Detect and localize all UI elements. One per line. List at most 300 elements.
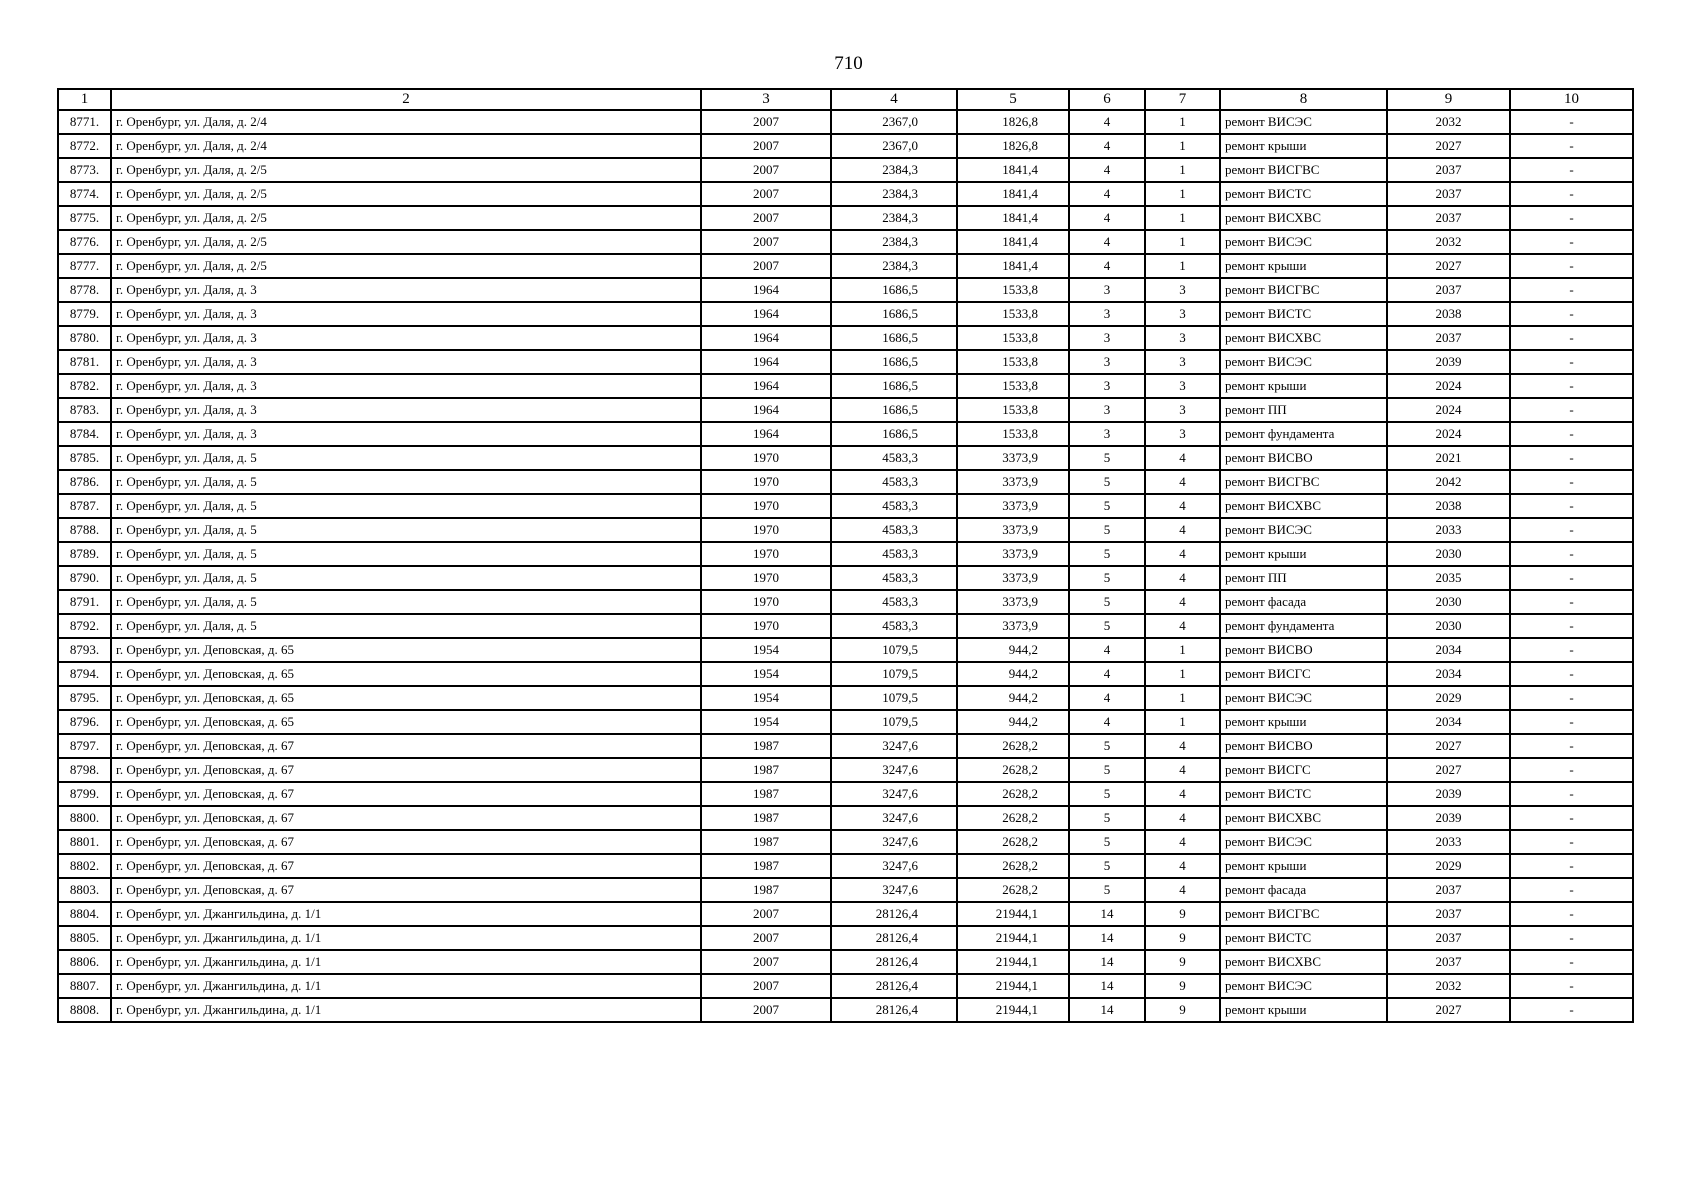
- note-cell: -: [1510, 878, 1633, 902]
- row-number-cell: 8794.: [58, 662, 111, 686]
- floors-cell: 4: [1069, 686, 1145, 710]
- year-built-cell: 1964: [701, 398, 831, 422]
- floors-cell: 5: [1069, 518, 1145, 542]
- living-area-cell: 1533,8: [957, 422, 1069, 446]
- work-type-cell: ремонт ВИСГС: [1220, 662, 1387, 686]
- column-header: 5: [957, 89, 1069, 110]
- floors-cell: 14: [1069, 902, 1145, 926]
- address-cell: г. Оренбург, ул. Деповская, д. 65: [111, 710, 701, 734]
- floors-cell: 5: [1069, 782, 1145, 806]
- year-built-cell: 2007: [701, 182, 831, 206]
- living-area-cell: 2628,2: [957, 758, 1069, 782]
- planned-year-cell: 2030: [1387, 542, 1510, 566]
- work-type-cell: ремонт крыши: [1220, 710, 1387, 734]
- row-number-cell: 8793.: [58, 638, 111, 662]
- floors-cell: 5: [1069, 878, 1145, 902]
- floors-cell: 5: [1069, 470, 1145, 494]
- address-cell: г. Оренбург, ул. Даля, д. 2/5: [111, 206, 701, 230]
- planned-year-cell: 2030: [1387, 614, 1510, 638]
- table-row: [58, 470, 1633, 494]
- total-area-cell: 2367,0: [831, 134, 957, 158]
- column-header: 6: [1069, 89, 1145, 110]
- work-type-cell: ремонт ВИСЭС: [1220, 230, 1387, 254]
- note-cell: -: [1510, 254, 1633, 278]
- note-cell: -: [1510, 734, 1633, 758]
- planned-year-cell: 2032: [1387, 974, 1510, 998]
- table-row: [58, 758, 1633, 782]
- address-cell: г. Оренбург, ул. Даля, д. 5: [111, 566, 701, 590]
- table-row: [58, 518, 1633, 542]
- total-area-cell: 4583,3: [831, 542, 957, 566]
- living-area-cell: 3373,9: [957, 518, 1069, 542]
- repair-schedule-table: [57, 88, 1634, 1023]
- floors-cell: 5: [1069, 758, 1145, 782]
- row-number-cell: 8782.: [58, 374, 111, 398]
- total-area-cell: 4583,3: [831, 470, 957, 494]
- column-header: 1: [58, 89, 111, 110]
- page-number: 710: [834, 53, 863, 74]
- table-row: [58, 278, 1633, 302]
- planned-year-cell: 2038: [1387, 494, 1510, 518]
- year-built-cell: 1954: [701, 662, 831, 686]
- note-cell: -: [1510, 806, 1633, 830]
- row-number-cell: 8785.: [58, 446, 111, 470]
- address-cell: г. Оренбург, ул. Даля, д. 3: [111, 374, 701, 398]
- table-row: [58, 206, 1633, 230]
- note-cell: -: [1510, 326, 1633, 350]
- address-cell: г. Оренбург, ул. Даля, д. 5: [111, 446, 701, 470]
- living-area-cell: 21944,1: [957, 902, 1069, 926]
- living-area-cell: 21944,1: [957, 950, 1069, 974]
- year-built-cell: 1964: [701, 302, 831, 326]
- row-number-cell: 8792.: [58, 614, 111, 638]
- planned-year-cell: 2039: [1387, 782, 1510, 806]
- floors-cell: 4: [1069, 134, 1145, 158]
- table-row: [58, 614, 1633, 638]
- entrances-cell: 1: [1145, 638, 1220, 662]
- address-cell: г. Оренбург, ул. Джангильдина, д. 1/1: [111, 974, 701, 998]
- table-row: [58, 686, 1633, 710]
- row-number-cell: 8781.: [58, 350, 111, 374]
- floors-cell: 14: [1069, 926, 1145, 950]
- total-area-cell: 2367,0: [831, 110, 957, 134]
- note-cell: -: [1510, 158, 1633, 182]
- total-area-cell: 4583,3: [831, 518, 957, 542]
- table-row: [58, 638, 1633, 662]
- floors-cell: 5: [1069, 542, 1145, 566]
- planned-year-cell: 2024: [1387, 398, 1510, 422]
- entrances-cell: 1: [1145, 182, 1220, 206]
- entrances-cell: 3: [1145, 422, 1220, 446]
- note-cell: -: [1510, 686, 1633, 710]
- row-number-cell: 8803.: [58, 878, 111, 902]
- note-cell: -: [1510, 782, 1633, 806]
- planned-year-cell: 2033: [1387, 518, 1510, 542]
- row-number-cell: 8780.: [58, 326, 111, 350]
- living-area-cell: 3373,9: [957, 590, 1069, 614]
- planned-year-cell: 2027: [1387, 758, 1510, 782]
- address-cell: г. Оренбург, ул. Деповская, д. 65: [111, 662, 701, 686]
- year-built-cell: 1970: [701, 446, 831, 470]
- entrances-cell: 4: [1145, 518, 1220, 542]
- floors-cell: 14: [1069, 998, 1145, 1022]
- living-area-cell: 3373,9: [957, 494, 1069, 518]
- column-header: 8: [1220, 89, 1387, 110]
- row-number-cell: 8801.: [58, 830, 111, 854]
- planned-year-cell: 2037: [1387, 182, 1510, 206]
- row-number-cell: 8775.: [58, 206, 111, 230]
- entrances-cell: 9: [1145, 974, 1220, 998]
- note-cell: -: [1510, 374, 1633, 398]
- work-type-cell: ремонт ВИСЭС: [1220, 350, 1387, 374]
- floors-cell: 3: [1069, 422, 1145, 446]
- address-cell: г. Оренбург, ул. Даля, д. 3: [111, 302, 701, 326]
- table-row: [58, 974, 1633, 998]
- work-type-cell: ремонт крыши: [1220, 854, 1387, 878]
- address-cell: г. Оренбург, ул. Даля, д. 3: [111, 398, 701, 422]
- floors-cell: 5: [1069, 494, 1145, 518]
- total-area-cell: 28126,4: [831, 926, 957, 950]
- address-cell: г. Оренбург, ул. Даля, д. 3: [111, 278, 701, 302]
- year-built-cell: 1987: [701, 806, 831, 830]
- entrances-cell: 3: [1145, 326, 1220, 350]
- note-cell: -: [1510, 206, 1633, 230]
- planned-year-cell: 2034: [1387, 638, 1510, 662]
- note-cell: -: [1510, 662, 1633, 686]
- address-cell: г. Оренбург, ул. Деповская, д. 67: [111, 878, 701, 902]
- entrances-cell: 3: [1145, 302, 1220, 326]
- row-number-cell: 8788.: [58, 518, 111, 542]
- address-cell: г. Оренбург, ул. Даля, д. 2/5: [111, 182, 701, 206]
- work-type-cell: ремонт крыши: [1220, 134, 1387, 158]
- address-cell: г. Оренбург, ул. Даля, д. 5: [111, 518, 701, 542]
- column-header: 4: [831, 89, 957, 110]
- entrances-cell: 4: [1145, 806, 1220, 830]
- floors-cell: 5: [1069, 806, 1145, 830]
- address-cell: г. Оренбург, ул. Даля, д. 2/5: [111, 158, 701, 182]
- note-cell: -: [1510, 398, 1633, 422]
- planned-year-cell: 2035: [1387, 566, 1510, 590]
- living-area-cell: 21944,1: [957, 974, 1069, 998]
- floors-cell: 3: [1069, 326, 1145, 350]
- note-cell: -: [1510, 830, 1633, 854]
- work-type-cell: ремонт фундамента: [1220, 614, 1387, 638]
- address-cell: г. Оренбург, ул. Деповская, д. 67: [111, 806, 701, 830]
- planned-year-cell: 2037: [1387, 326, 1510, 350]
- living-area-cell: 2628,2: [957, 734, 1069, 758]
- living-area-cell: 2628,2: [957, 854, 1069, 878]
- year-built-cell: 1970: [701, 614, 831, 638]
- table-row: [58, 110, 1633, 134]
- note-cell: -: [1510, 422, 1633, 446]
- address-cell: г. Оренбург, ул. Деповская, д. 67: [111, 854, 701, 878]
- row-number-cell: 8806.: [58, 950, 111, 974]
- address-cell: г. Оренбург, ул. Деповская, д. 67: [111, 758, 701, 782]
- table-row: [58, 398, 1633, 422]
- living-area-cell: 1841,4: [957, 158, 1069, 182]
- total-area-cell: 1686,5: [831, 350, 957, 374]
- total-area-cell: 1686,5: [831, 278, 957, 302]
- year-built-cell: 2007: [701, 110, 831, 134]
- living-area-cell: 1533,8: [957, 350, 1069, 374]
- entrances-cell: 4: [1145, 446, 1220, 470]
- address-cell: г. Оренбург, ул. Даля, д. 5: [111, 590, 701, 614]
- total-area-cell: 2384,3: [831, 230, 957, 254]
- year-built-cell: 2007: [701, 134, 831, 158]
- work-type-cell: ремонт ВИСТС: [1220, 926, 1387, 950]
- entrances-cell: 4: [1145, 830, 1220, 854]
- planned-year-cell: 2024: [1387, 422, 1510, 446]
- living-area-cell: 944,2: [957, 662, 1069, 686]
- year-built-cell: 2007: [701, 998, 831, 1022]
- table-row: [58, 926, 1633, 950]
- year-built-cell: 2007: [701, 206, 831, 230]
- entrances-cell: 1: [1145, 110, 1220, 134]
- year-built-cell: 2007: [701, 950, 831, 974]
- entrances-cell: 4: [1145, 878, 1220, 902]
- total-area-cell: 2384,3: [831, 206, 957, 230]
- note-cell: -: [1510, 182, 1633, 206]
- table-row: [58, 854, 1633, 878]
- year-built-cell: 2007: [701, 254, 831, 278]
- floors-cell: 3: [1069, 350, 1145, 374]
- entrances-cell: 3: [1145, 350, 1220, 374]
- note-cell: -: [1510, 518, 1633, 542]
- floors-cell: 5: [1069, 566, 1145, 590]
- entrances-cell: 4: [1145, 542, 1220, 566]
- entrances-cell: 4: [1145, 782, 1220, 806]
- living-area-cell: 21944,1: [957, 998, 1069, 1022]
- living-area-cell: 1841,4: [957, 206, 1069, 230]
- note-cell: -: [1510, 134, 1633, 158]
- row-number-cell: 8790.: [58, 566, 111, 590]
- address-cell: г. Оренбург, ул. Джангильдина, д. 1/1: [111, 926, 701, 950]
- year-built-cell: 1964: [701, 278, 831, 302]
- column-header: 7: [1145, 89, 1220, 110]
- total-area-cell: 4583,3: [831, 494, 957, 518]
- column-header: 9: [1387, 89, 1510, 110]
- year-built-cell: 1970: [701, 470, 831, 494]
- planned-year-cell: 2024: [1387, 374, 1510, 398]
- note-cell: -: [1510, 350, 1633, 374]
- entrances-cell: 1: [1145, 662, 1220, 686]
- floors-cell: 4: [1069, 158, 1145, 182]
- planned-year-cell: 2037: [1387, 926, 1510, 950]
- floors-cell: 3: [1069, 278, 1145, 302]
- work-type-cell: ремонт ВИСГВС: [1220, 158, 1387, 182]
- address-cell: г. Оренбург, ул. Даля, д. 5: [111, 614, 701, 638]
- year-built-cell: 2007: [701, 230, 831, 254]
- year-built-cell: 1964: [701, 374, 831, 398]
- living-area-cell: 3373,9: [957, 614, 1069, 638]
- column-header: 2: [111, 89, 701, 110]
- year-built-cell: 1964: [701, 350, 831, 374]
- address-cell: г. Оренбург, ул. Джангильдина, д. 1/1: [111, 950, 701, 974]
- year-built-cell: 1987: [701, 878, 831, 902]
- entrances-cell: 3: [1145, 374, 1220, 398]
- row-number-cell: 8787.: [58, 494, 111, 518]
- work-type-cell: ремонт фасада: [1220, 590, 1387, 614]
- planned-year-cell: 2027: [1387, 998, 1510, 1022]
- planned-year-cell: 2037: [1387, 206, 1510, 230]
- note-cell: -: [1510, 230, 1633, 254]
- living-area-cell: 944,2: [957, 638, 1069, 662]
- address-cell: г. Оренбург, ул. Деповская, д. 67: [111, 782, 701, 806]
- entrances-cell: 1: [1145, 254, 1220, 278]
- planned-year-cell: 2027: [1387, 134, 1510, 158]
- entrances-cell: 4: [1145, 590, 1220, 614]
- note-cell: -: [1510, 974, 1633, 998]
- entrances-cell: 1: [1145, 158, 1220, 182]
- planned-year-cell: 2039: [1387, 350, 1510, 374]
- table-row: [58, 254, 1633, 278]
- floors-cell: 3: [1069, 398, 1145, 422]
- living-area-cell: 2628,2: [957, 782, 1069, 806]
- floors-cell: 4: [1069, 710, 1145, 734]
- total-area-cell: 1079,5: [831, 662, 957, 686]
- note-cell: -: [1510, 950, 1633, 974]
- total-area-cell: 1686,5: [831, 302, 957, 326]
- living-area-cell: 2628,2: [957, 806, 1069, 830]
- table-row: [58, 566, 1633, 590]
- table-row: [58, 830, 1633, 854]
- year-built-cell: 2007: [701, 158, 831, 182]
- work-type-cell: ремонт ВИСВО: [1220, 446, 1387, 470]
- address-cell: г. Оренбург, ул. Даля, д. 5: [111, 542, 701, 566]
- work-type-cell: ремонт ВИСЭС: [1220, 686, 1387, 710]
- planned-year-cell: 2034: [1387, 662, 1510, 686]
- floors-cell: 4: [1069, 662, 1145, 686]
- entrances-cell: 9: [1145, 950, 1220, 974]
- entrances-cell: 9: [1145, 998, 1220, 1022]
- living-area-cell: 3373,9: [957, 470, 1069, 494]
- year-built-cell: 1970: [701, 566, 831, 590]
- row-number-cell: 8800.: [58, 806, 111, 830]
- table-row: [58, 326, 1633, 350]
- address-cell: г. Оренбург, ул. Деповская, д. 67: [111, 734, 701, 758]
- total-area-cell: 1686,5: [831, 374, 957, 398]
- address-cell: г. Оренбург, ул. Даля, д. 3: [111, 326, 701, 350]
- table-header-row: [58, 89, 1633, 110]
- note-cell: -: [1510, 590, 1633, 614]
- address-cell: г. Оренбург, ул. Даля, д. 3: [111, 422, 701, 446]
- entrances-cell: 4: [1145, 494, 1220, 518]
- total-area-cell: 2384,3: [831, 182, 957, 206]
- table-row: [58, 542, 1633, 566]
- row-number-cell: 8779.: [58, 302, 111, 326]
- floors-cell: 5: [1069, 830, 1145, 854]
- planned-year-cell: 2037: [1387, 158, 1510, 182]
- work-type-cell: ремонт крыши: [1220, 542, 1387, 566]
- table-row: [58, 446, 1633, 470]
- row-number-cell: 8802.: [58, 854, 111, 878]
- work-type-cell: ремонт фасада: [1220, 878, 1387, 902]
- total-area-cell: 1079,5: [831, 710, 957, 734]
- address-cell: г. Оренбург, ул. Даля, д. 5: [111, 494, 701, 518]
- year-built-cell: 2007: [701, 902, 831, 926]
- living-area-cell: 3373,9: [957, 446, 1069, 470]
- address-cell: г. Оренбург, ул. Даля, д. 2/5: [111, 230, 701, 254]
- entrances-cell: 1: [1145, 710, 1220, 734]
- row-number-cell: 8774.: [58, 182, 111, 206]
- floors-cell: 3: [1069, 374, 1145, 398]
- living-area-cell: 1533,8: [957, 326, 1069, 350]
- entrances-cell: 4: [1145, 758, 1220, 782]
- total-area-cell: 28126,4: [831, 974, 957, 998]
- note-cell: -: [1510, 542, 1633, 566]
- floors-cell: 14: [1069, 950, 1145, 974]
- row-number-cell: 8799.: [58, 782, 111, 806]
- total-area-cell: 1079,5: [831, 686, 957, 710]
- table-row: [58, 302, 1633, 326]
- table-row: [58, 710, 1633, 734]
- living-area-cell: 3373,9: [957, 566, 1069, 590]
- floors-cell: 4: [1069, 230, 1145, 254]
- note-cell: -: [1510, 998, 1633, 1022]
- floors-cell: 5: [1069, 446, 1145, 470]
- table-row: [58, 374, 1633, 398]
- column-header: 3: [701, 89, 831, 110]
- entrances-cell: 4: [1145, 734, 1220, 758]
- note-cell: -: [1510, 470, 1633, 494]
- row-number-cell: 8791.: [58, 590, 111, 614]
- note-cell: -: [1510, 854, 1633, 878]
- work-type-cell: ремонт фундамента: [1220, 422, 1387, 446]
- work-type-cell: ремонт ВИСЭС: [1220, 110, 1387, 134]
- note-cell: -: [1510, 446, 1633, 470]
- address-cell: г. Оренбург, ул. Даля, д. 5: [111, 470, 701, 494]
- row-number-cell: 8795.: [58, 686, 111, 710]
- year-built-cell: 1954: [701, 638, 831, 662]
- work-type-cell: ремонт ВИСХВС: [1220, 494, 1387, 518]
- entrances-cell: 1: [1145, 134, 1220, 158]
- table-row: [58, 422, 1633, 446]
- table-row: [58, 350, 1633, 374]
- row-number-cell: 8789.: [58, 542, 111, 566]
- planned-year-cell: 2033: [1387, 830, 1510, 854]
- table-row: [58, 662, 1633, 686]
- work-type-cell: ремонт ВИСХВС: [1220, 950, 1387, 974]
- work-type-cell: ремонт крыши: [1220, 374, 1387, 398]
- table-row: [58, 158, 1633, 182]
- floors-cell: 5: [1069, 854, 1145, 878]
- table-row: [58, 806, 1633, 830]
- year-built-cell: 2007: [701, 926, 831, 950]
- entrances-cell: 4: [1145, 566, 1220, 590]
- note-cell: -: [1510, 638, 1633, 662]
- entrances-cell: 4: [1145, 854, 1220, 878]
- note-cell: -: [1510, 710, 1633, 734]
- total-area-cell: 28126,4: [831, 998, 957, 1022]
- address-cell: г. Оренбург, ул. Даля, д. 2/5: [111, 254, 701, 278]
- floors-cell: 4: [1069, 254, 1145, 278]
- table-row: [58, 494, 1633, 518]
- row-number-cell: 8808.: [58, 998, 111, 1022]
- planned-year-cell: 2032: [1387, 230, 1510, 254]
- entrances-cell: 1: [1145, 686, 1220, 710]
- total-area-cell: 1686,5: [831, 422, 957, 446]
- floors-cell: 4: [1069, 110, 1145, 134]
- entrances-cell: 1: [1145, 206, 1220, 230]
- floors-cell: 5: [1069, 614, 1145, 638]
- note-cell: -: [1510, 902, 1633, 926]
- total-area-cell: 4583,3: [831, 590, 957, 614]
- table-row: [58, 782, 1633, 806]
- work-type-cell: ремонт ВИСГВС: [1220, 902, 1387, 926]
- row-number-cell: 8804.: [58, 902, 111, 926]
- total-area-cell: 3247,6: [831, 734, 957, 758]
- row-number-cell: 8807.: [58, 974, 111, 998]
